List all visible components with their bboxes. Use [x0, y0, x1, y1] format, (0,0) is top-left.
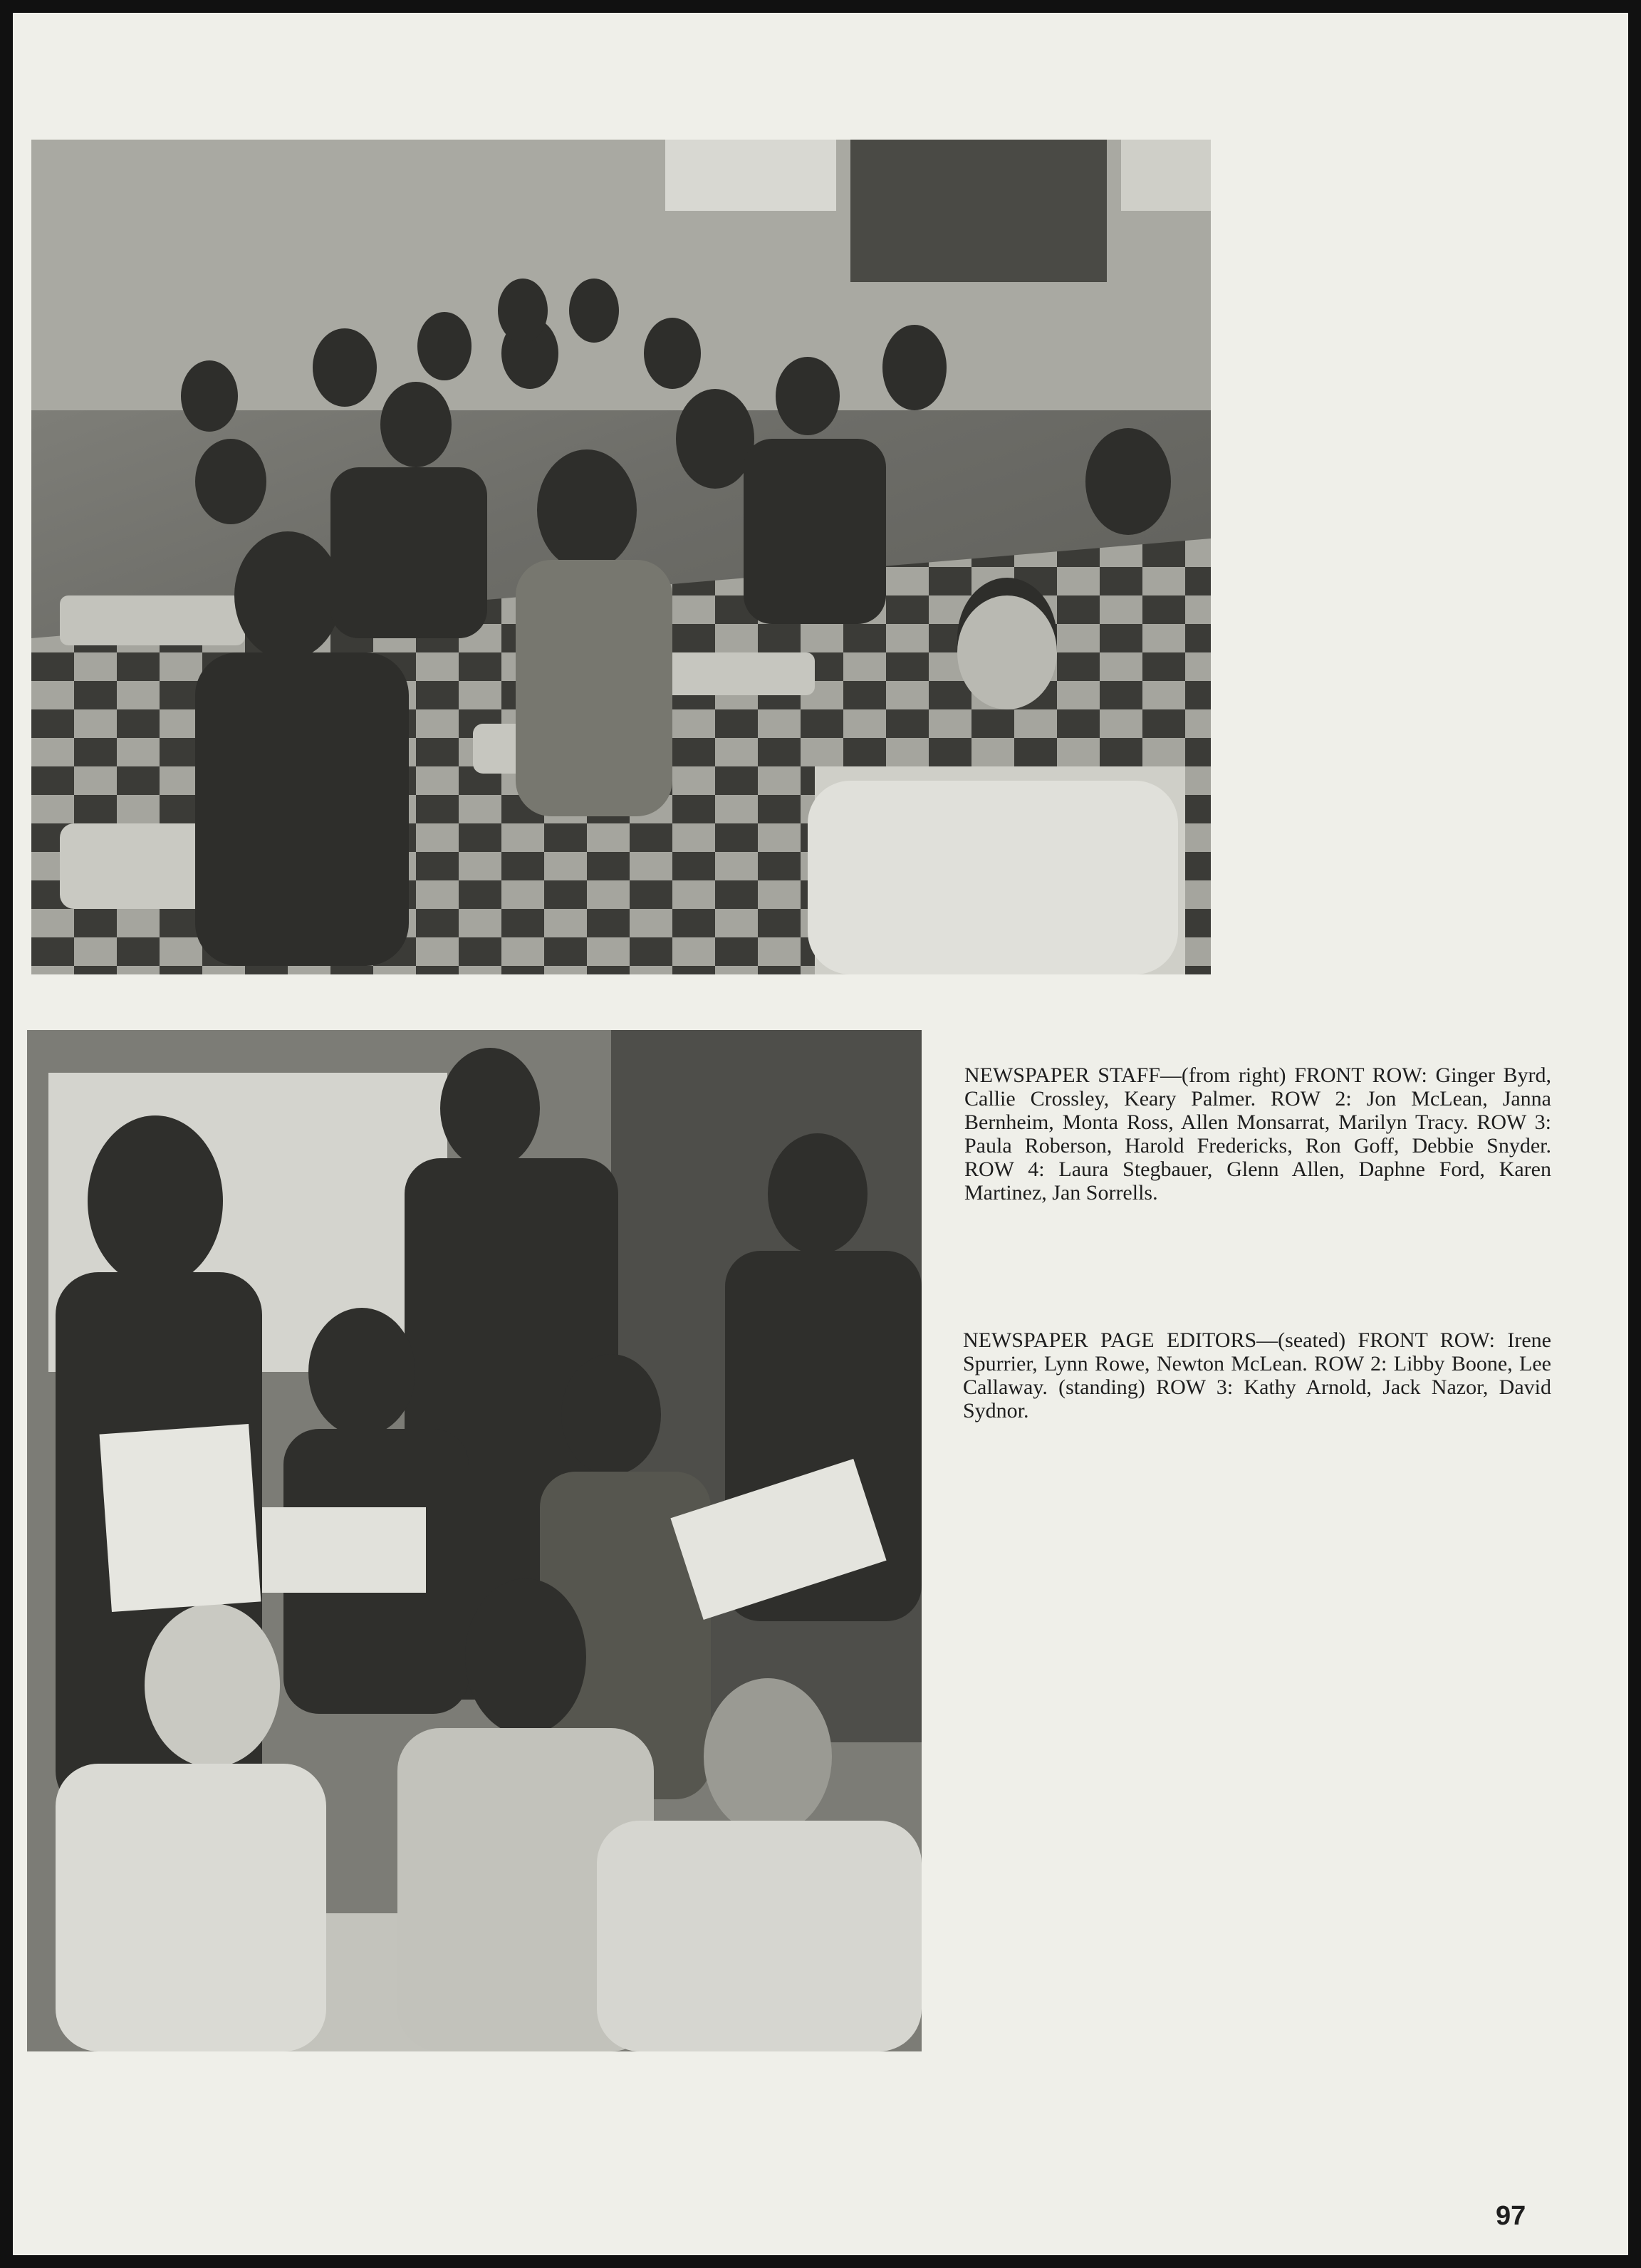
staff-caption-heading: NEWSPAPER STAFF	[964, 1063, 1160, 1087]
page-editors-caption	[963, 1328, 1551, 1422]
newspaper-staff-caption	[964, 1063, 1551, 1205]
newspaper-staff-photo	[31, 140, 1211, 974]
page-number: 97	[1496, 2201, 1526, 2231]
staff-caption-text: —(from right) FRONT ROW: Ginger Byrd, Callie Crossley, Keary Palmer. ROW 2: Jon McLean, Janna Bernheim, Monta Ross, Allen Monsarrat, Marilyn Tracy. ROW 3: Paula Roberson, Harold Fredericks, Ron Goff, Debbie Snyder. ROW 4: Laura Stegbauer, Glenn Allen, Daphne Ford, Karen Martinez, Jan Sorrells.	[964, 1063, 1552, 1205]
newspaper-editors-photo	[27, 1030, 922, 2051]
classroom-photo-illustration	[31, 140, 1211, 974]
editors-caption-text: —(seated) FRONT ROW: Irene Spurrier, Lynn Rowe, Newton McLean. ROW 2: Libby Boone, Lee Callaway. (standing) ROW 3: Kathy Arnold, Jack Nazor, David Sydnor.	[963, 1328, 1551, 1422]
yearbook-page	[13, 13, 1628, 2255]
editors-photo-illustration	[27, 1030, 922, 2051]
editors-caption-heading: NEWSPAPER PAGE EDITORS	[963, 1328, 1257, 1352]
